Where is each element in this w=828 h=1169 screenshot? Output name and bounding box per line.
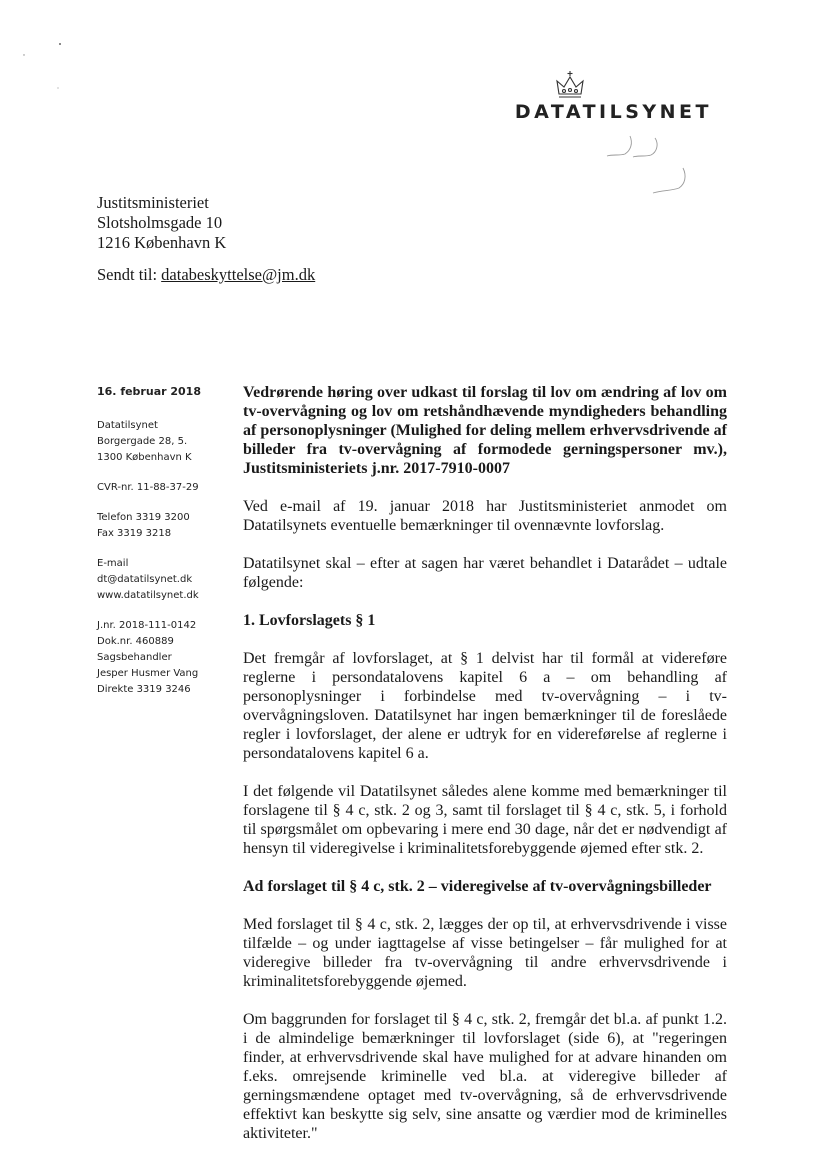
address-line: Datatilsynet [97, 420, 158, 431]
brand-name: DATATILSYNET [514, 101, 712, 123]
brand-wordmark [515, 101, 712, 123]
paragraph: I det følgende vil Datatilsynet således alene komme med bemærkninger til forslagene til § 4 c, stk. 2 og 3, samt til forslaget til § 4 c, stk. 5, i forhold til spørgsmålet om opbevaring i mere end 30 dage, når det er nødvendigt af hensyn til videregivelse i kriminalitetsforebyggende øjemed efter stk. 2. [243, 783, 727, 857]
received-stamp [595, 128, 705, 208]
sender-address [97, 418, 227, 466]
contact-block [97, 556, 227, 604]
cvr-line: CVR-nr. 11-88-37-29 [97, 482, 199, 493]
subsection-heading: Ad forslaget til § 4 c, stk. 2 – videregivelse af tv-overvågningsbilleder [243, 878, 712, 895]
journal-number: J.nr. 2018-111-0142 [97, 620, 197, 631]
recipient-line: 1216 København K [97, 233, 227, 252]
address-line: 1300 København K [97, 452, 192, 463]
phone-block [97, 510, 227, 542]
letter-body [243, 383, 727, 1162]
section-heading: 1. Lovforslagets § 1 [243, 612, 376, 629]
caseworker-label: Sagsbehandler [97, 652, 172, 663]
sender-sidebar [97, 384, 227, 712]
fax-line: Fax 3319 3218 [97, 528, 172, 539]
direct-phone: Direkte 3319 3246 [97, 684, 191, 695]
sent-to-label: Sendt til: [97, 265, 158, 284]
caseworker-name: Jesper Husmer Vang [97, 668, 199, 679]
email-address[interactable]: dt@datatilsynet.dk [97, 574, 193, 585]
letter-date: 16. februar 2018 [97, 385, 201, 398]
paragraph: Det fremgår af lovforslaget, at § 1 delvist har til formål at videreføre reglerne i persondatalovens kapitel 6 a – om behandling af personoplysninger i forbindelse med tv-overvågning – i tv-overvågningsloven. Datatilsynet har ingen bemærkninger til de foreslåede regler i lovforslaget, der alene er udtryk for en videreførelse af reglerne i persondatalovens kapitel 6 a. [243, 650, 727, 762]
phone-line: Telefon 3319 3200 [97, 512, 190, 523]
paragraph: Datatilsynet skal – efter at sagen har været behandlet i Datarådet – udtale følgende: [243, 555, 727, 591]
document-number: Dok.nr. 460889 [97, 636, 174, 647]
recipient-address [97, 193, 226, 253]
paragraph: Med forslaget til § 4 c, stk. 2, lægges der op til, at erhvervsdrivende i visse tilfælde – og under iagttagelse af visse betingelser – får mulighed for at videregive billeder fra tv-overvågning til andre erhvervsdrivende i kriminalitetsforebyggende øjemed. [243, 916, 727, 990]
recipient-line: Justitsministeriet [97, 193, 209, 212]
paragraph: Om baggrunden for forslaget til § 4 c, stk. 2, fremgår det bl.a. af punkt 1.2. i de almindelige bemærkninger til lovforslaget (side 6), at "regeringen finder, at erhvervsdrivende skal have mulighed for at advare hinanden om f.eks. omrejsende kriminelle ved bl.a. at videregive billeder af gerningsmændene optaget med tv-overvågning, så de erhvervsdrivende effektivt kan beskytte sig selv, sine ansatte og værdier mod de kriminelles aktiviteter." [243, 1011, 727, 1142]
crown-icon [553, 70, 587, 100]
email-label: E-mail [97, 558, 129, 569]
letter-subject: Vedrørende høring over udkast til forslag til lov om ændring af lov om tv-overvågning og lov om retshåndhævende myndigheders behandling af personoplysninger (Mulighed for deling mellem erhvervsdrivende af billeder fra tv-overvågning af formodede gerningspersoner mv.), Justitsministeriets j.nr. 2017-7910-0007 [243, 384, 727, 477]
scan-specks [20, 30, 80, 90]
paragraph: Ved e-mail af 19. januar 2018 har Justitsministeriet anmodet om Datatilsynets eventuelle bemærkninger til ovennævnte lovforslag. [243, 498, 727, 534]
reference-block [97, 618, 227, 698]
website-link[interactable]: www.datatilsynet.dk [97, 590, 199, 601]
address-line: Borgergade 28, 5. [97, 436, 188, 447]
cvr-number [97, 480, 227, 496]
sent-to [97, 265, 315, 285]
sent-to-email-link[interactable]: databeskyttelse@jm.dk [161, 265, 316, 284]
recipient-line: Slotsholmsgade 10 [97, 213, 223, 232]
